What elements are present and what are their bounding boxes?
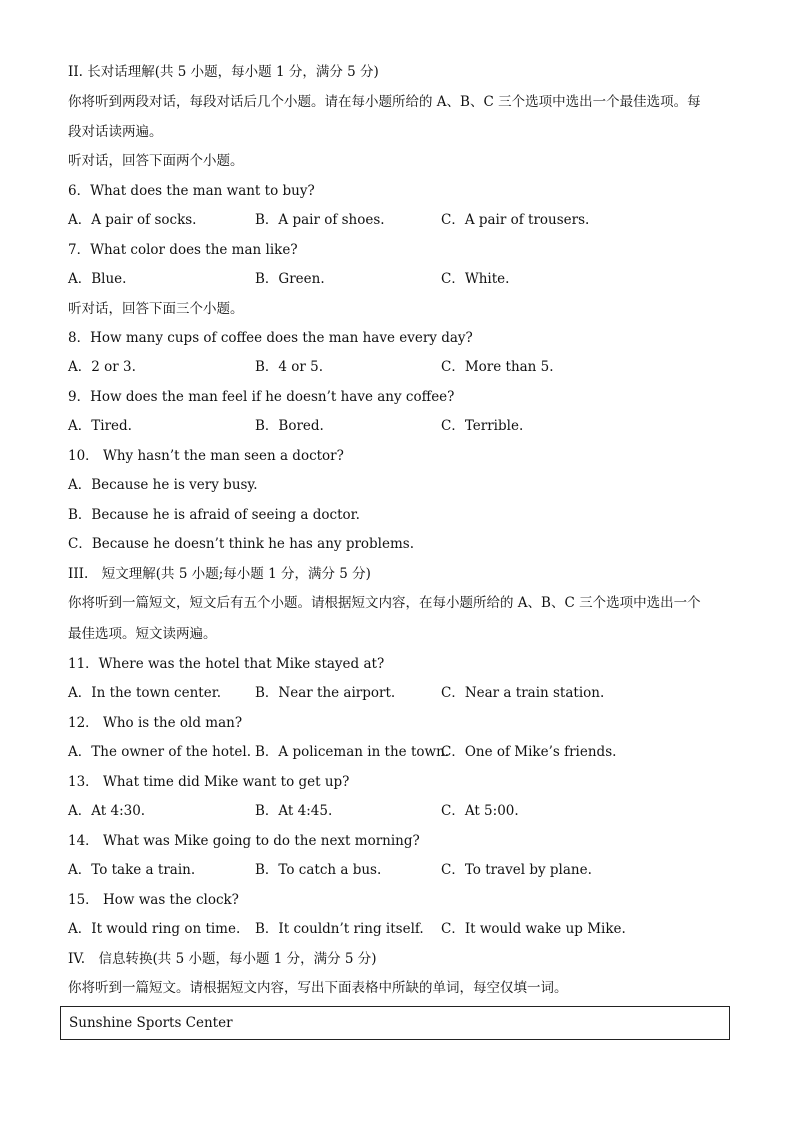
question-10-stem: 10． Why hasn’t the man seen a doctor? (68, 448, 344, 464)
section-ii-instruction: 你将听到两段对话，每段对话后几个小题。请在每小题所给的 A、B、C 三个选项中选出一个最佳选项。每 (68, 94, 701, 110)
section-iii-instruction: 你将听到一篇短文，短文后有五个小题。请根据短文内容，在每小题所给的 A、B、C 三个选项中选出一个 (68, 595, 701, 611)
question-6-stem: 6．What does the man want to buy? (68, 183, 315, 199)
question-9-option-b: B．Bored. (255, 418, 324, 434)
question-11-option-b: B．Near the airport. (255, 685, 396, 701)
question-13-option-c: C．At 5:00. (441, 803, 519, 819)
question-9-option-c: C．Terrible. (441, 418, 524, 434)
question-14-option-c: C．To travel by plane. (441, 862, 592, 878)
question-15-option-c: C．It would wake up Mike. (441, 921, 626, 937)
question-10-option-a: A．Because he is very busy. (68, 477, 258, 493)
question-11-option-c: C．Near a train station. (441, 685, 605, 701)
question-8-option-a: A．2 or 3. (68, 359, 136, 375)
question-7-option-a: A．Blue. (68, 271, 127, 287)
question-7-stem: 7．What color does the man like? (68, 242, 298, 258)
question-9-stem: 9．How does the man feel if he doesn’t have any coffee? (68, 389, 455, 405)
question-13-option-b: B．At 4:45. (255, 803, 333, 819)
question-14-option-b: B．To catch a bus. (255, 862, 382, 878)
question-14-option-a: A．To take a train. (68, 862, 196, 878)
question-10-option-c: C．Because he doesn’t think he has any problems. (68, 536, 415, 552)
question-6-option-b: B．A pair of shoes. (255, 212, 385, 228)
info-table (60, 1006, 730, 1040)
question-8-option-c: C．More than 5. (441, 359, 554, 375)
section-ii-title: II. 长对话理解(共 5 小题，每小题 1 分，满分 5 分) (68, 64, 379, 80)
section-iv-instruction: 你将听到一篇短文。请根据短文内容，写出下面表格中所缺的单词，每空仅填一词。 (68, 980, 568, 996)
question-9-option-a: A．Tired. (68, 418, 132, 434)
section-iv-title: IV. 信息转换(共 5 小题，每小题 1 分，满分 5 分) (68, 951, 377, 967)
question-13-option-a: A．At 4:30. (68, 803, 146, 819)
question-14-stem: 14． What was Mike going to do the next morning? (68, 833, 420, 849)
question-7-option-c: C．White. (441, 271, 510, 287)
question-8-option-b: B．4 or 5. (255, 359, 324, 375)
question-12-option-b: B．A policeman in the town. (255, 744, 450, 760)
question-11-stem: 11．Where was the hotel that Mike stayed at? (68, 656, 385, 672)
question-6-option-a: A．A pair of socks. (68, 212, 197, 228)
question-12-option-a: A．The owner of the hotel. (68, 744, 252, 760)
dialog2-intro: 听对话，回答下面三个小题。 (68, 301, 244, 317)
dialog1-intro: 听对话，回答下面两个小题。 (68, 153, 244, 169)
question-15-option-b: B．It couldn’t ring itself. (255, 921, 424, 937)
question-10-option-b: B．Because he is afraid of seeing a doctor. (68, 507, 360, 523)
section-ii-instruction-cont: 段对话读两遍。 (68, 124, 163, 140)
section-iii-title: III. 短文理解(共 5 小题;每小题 1 分，满分 5 分) (68, 566, 371, 582)
section-iii-instruction-cont: 最佳选项。短文读两遍。 (68, 626, 217, 642)
question-12-option-c: C．One of Mike’s friends. (441, 744, 617, 760)
question-8-stem: 8．How many cups of coffee does the man have every day? (68, 330, 473, 346)
question-6-option-c: C．A pair of trousers. (441, 212, 590, 228)
question-12-stem: 12． Who is the old man? (68, 715, 243, 731)
question-13-stem: 13． What time did Mike want to get up? (68, 774, 350, 790)
question-7-option-b: B．Green. (255, 271, 325, 287)
question-15-stem: 15． How was the clock? (68, 892, 239, 908)
info-table-header: Sunshine Sports Center (69, 1015, 233, 1031)
question-11-option-a: A．In the town center. (68, 685, 221, 701)
question-15-option-a: A．It would ring on time. (68, 921, 241, 937)
